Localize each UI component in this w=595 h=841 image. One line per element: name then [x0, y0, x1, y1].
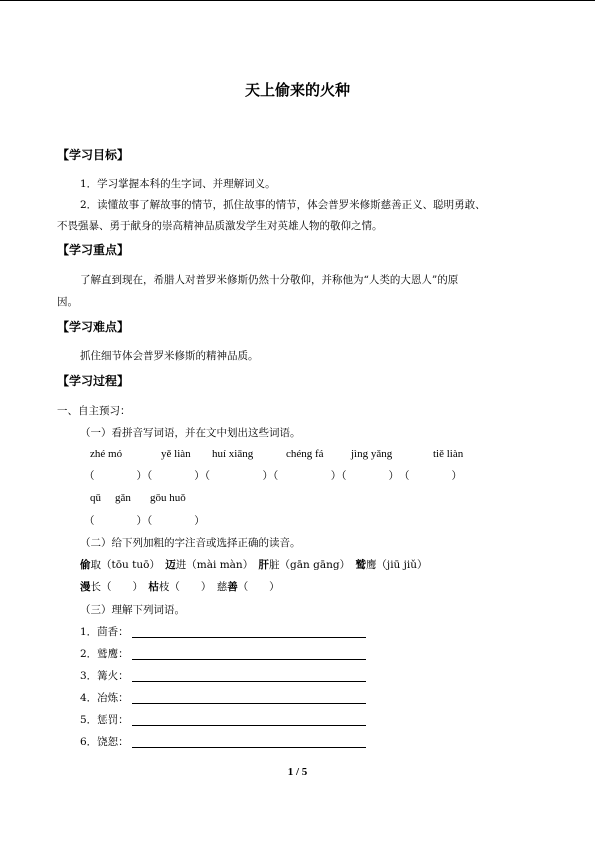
bold-char: 鹫 [355, 559, 366, 571]
top-border-line [0, 0, 595, 1]
section-heading-difficulty: 【学习难点】 [57, 320, 130, 334]
bold-char: 漫 [80, 581, 91, 593]
pinyin-jingyang: jìng yǎng [351, 448, 393, 460]
pinyin-qu: qū [90, 492, 101, 504]
part3-instruction: （三）理解下列词语。 [80, 604, 185, 616]
phonetic-item: 取（tōu tuō） [90, 559, 160, 571]
section-heading-key: 【学习重点】 [57, 243, 130, 257]
answer-line-2[interactable] [132, 659, 366, 660]
bold-char: 偷 [80, 559, 91, 571]
term-label-4: 4．冶炼： [80, 692, 129, 704]
phonetic-item: 鹰（jiū jiǔ） [365, 559, 428, 571]
phonetic-row-2 [80, 579, 280, 594]
goal-item-2-cont: 不畏强暴、勇于献身的崇高精神品质激发学生对英雄人物的敬仰之情。 [57, 220, 383, 232]
pinyin-zhemo: zhé mó [90, 448, 123, 460]
answer-blanks-row2[interactable]: （ ）（ ） [84, 515, 205, 527]
pinyin-gan: gǎn [115, 492, 131, 504]
bold-char: 肝 [258, 559, 270, 571]
section-heading-goals: 【学习目标】 [57, 148, 130, 162]
preview-heading: 一、自主预习： [57, 405, 131, 417]
pinyin-huixiang: huí xiāng [212, 448, 254, 460]
bold-char: 枯 [148, 581, 159, 593]
phonetic-item: （ ） [237, 581, 280, 593]
pinyin-tielian: tiě liàn [433, 448, 464, 460]
key-text-line-1: 了解直到现在，希腊人对普罗米修斯仍然十分敬仰，并称他为“人类的大恩人”的原 [80, 274, 459, 286]
pinyin-chengfa: chéng fá [286, 448, 324, 460]
answer-line-4[interactable] [132, 703, 366, 704]
answer-line-5[interactable] [132, 725, 366, 726]
plain-char: 慈 [216, 581, 228, 593]
phonetic-item: 脏（gān gāng） [269, 559, 351, 571]
bold-char: 迈 [165, 559, 176, 571]
answer-line-6[interactable] [132, 747, 366, 748]
part2-instruction: （二）给下列加粗的字注音或选择正确的读音。 [80, 537, 301, 549]
page-number: 1 / 5 [287, 766, 308, 778]
answer-line-3[interactable] [132, 681, 366, 682]
bold-char: 善 [227, 581, 238, 593]
term-label-6: 6．饶恕： [80, 736, 129, 748]
goal-item-1: 1．学习掌握本科的生字词、并理解词义。 [80, 178, 276, 190]
section-heading-process: 【学习过程】 [57, 374, 130, 388]
phonetic-item: 枝（ ） [158, 581, 212, 593]
difficulty-text: 抓住细节体会普罗米修斯的精神品质。 [80, 350, 259, 362]
pinyin-yelian: yě liàn [161, 448, 191, 460]
answer-line-1[interactable] [132, 637, 366, 638]
phonetic-row-1 [80, 557, 428, 572]
page-title: 天上偷来的火种 [244, 81, 350, 99]
term-label-3: 3．篝火： [80, 670, 129, 682]
part1-instruction: （一）看拼音写词语，并在文中划出这些词语。 [80, 427, 301, 439]
term-label-2: 2．鹫鹰： [80, 648, 129, 660]
term-label-1: 1．茴香： [80, 626, 129, 638]
phonetic-item: 长（ ） [90, 581, 143, 593]
term-label-5: 5．惩罚： [80, 714, 129, 726]
answer-blanks-row1[interactable]: （ ）（ ）（ ）（ ）（ ） （ ） [84, 470, 462, 482]
key-text-line-2: 因。 [57, 296, 78, 308]
pinyin-gouhuo: gōu huǒ [150, 492, 186, 504]
goal-item-2: 2．读懂故事了解故事的情节，抓住故事的情节，体会普罗米修斯慈善正义、聪明勇敢、 [80, 199, 486, 211]
phonetic-item: 进（mài màn） [175, 559, 254, 571]
